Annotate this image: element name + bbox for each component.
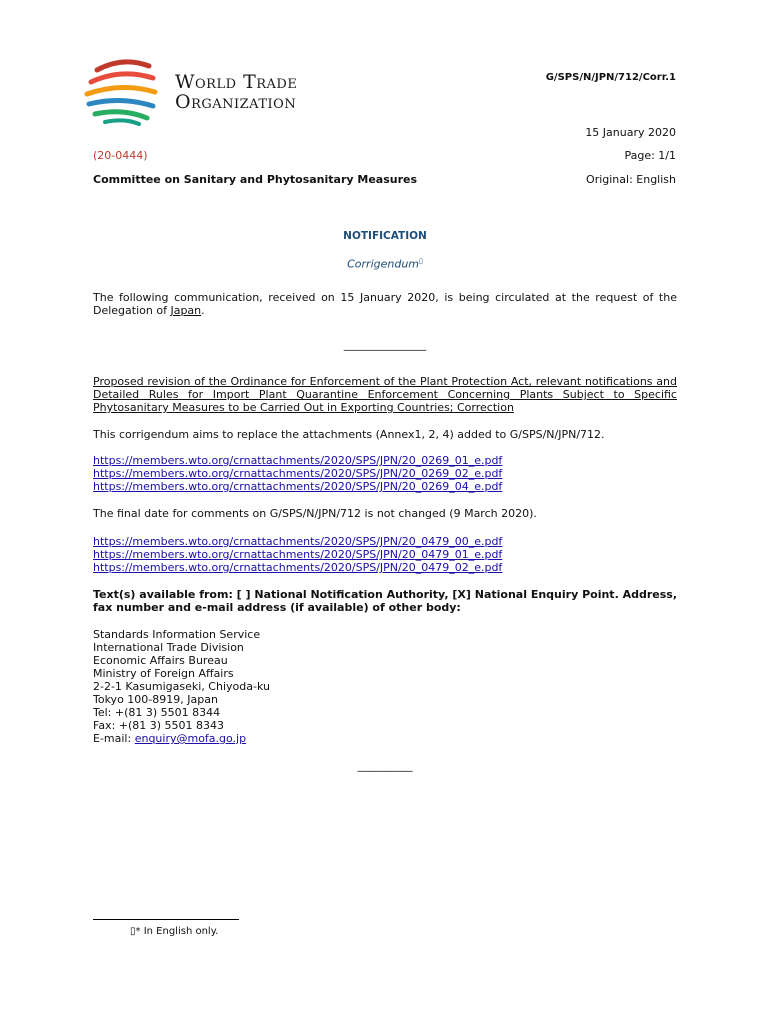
- address-line: Ministry of Foreign Affairs: [93, 667, 234, 680]
- intro-text: The following communication, received on 15 January 2020, is being circulated at the request of the Delegation of: [93, 291, 677, 317]
- intro-country: Japan: [170, 304, 202, 317]
- attachment-link[interactable]: https://members.wto.org/crnattachments/2020/SPS/JPN/20_0269_01_e.pdf: [93, 454, 503, 467]
- subject-title: Proposed revision of the Ordinance for Enforcement of the Plant Protection Act, relevant notifications and Detailed Rules for Import Plant Quarantine Enforcement Concerning Plants Subject to Specific Phytosanitary Measures to be Carried Out in Exporting Countries; Correction: [93, 375, 677, 414]
- footnote-rule: [93, 919, 239, 920]
- end-separator: __________: [357, 759, 413, 772]
- separator-line: _______________: [343, 338, 427, 351]
- corrigendum-subtitle: [0, 257, 770, 271]
- corrigendum-text: Corrigendum: [347, 257, 420, 271]
- document-number: (20-0444): [93, 149, 148, 162]
- attachment-link[interactable]: https://members.wto.org/crnattachments/2020/SPS/JPN/20_0479_01_e.pdf: [93, 548, 503, 561]
- texts-available: Text(s) available from: [ ] National Notification Authority, [X] National Enquiry Point. Address, fax number and e-mail address (if available) of other body:: [93, 588, 677, 614]
- wto-emblem-icon: [83, 58, 163, 130]
- attachment-link[interactable]: https://members.wto.org/crnattachments/2020/SPS/JPN/20_0269_04_e.pdf: [93, 480, 503, 493]
- logo-line-1: World Trade: [175, 71, 298, 93]
- footnote-marker-icon: ▯*: [130, 926, 141, 937]
- footnote: [130, 926, 218, 937]
- logo-wordmark: [175, 72, 297, 112]
- address-line: 2-2-1 Kasumigaseki, Chiyoda-ku: [93, 680, 270, 693]
- address-line: Fax: +(81 3) 5501 8343: [93, 719, 225, 732]
- intro-paragraph: [93, 291, 677, 317]
- email-link[interactable]: enquiry@mofa.go.jp: [134, 732, 247, 745]
- email-label: E-mail:: [93, 732, 135, 745]
- original-language: Original: English: [586, 173, 676, 186]
- address-line: Tokyo 100-8919, Japan: [93, 693, 218, 706]
- contact-address: [93, 628, 677, 745]
- attachment-link[interactable]: https://members.wto.org/crnattachments/2020/SPS/JPN/20_0479_00_e.pdf: [93, 535, 503, 548]
- email-line: [93, 732, 677, 745]
- attachment-links-2: [93, 535, 677, 574]
- attachment-link[interactable]: https://members.wto.org/crnattachments/2020/SPS/JPN/20_0479_02_e.pdf: [93, 561, 503, 574]
- aim-paragraph: This corrigendum aims to replace the attachments (Annex1, 2, 4) added to G/SPS/N/JPN/712.: [93, 428, 605, 441]
- committee-name: Committee on Sanitary and Phytosanitary Measures: [93, 173, 418, 186]
- notification-title: NOTIFICATION: [343, 230, 427, 242]
- page-indicator: Page: 1/1: [624, 149, 676, 162]
- footnote-marker: ▯: [419, 257, 423, 265]
- attachment-links-1: [93, 454, 677, 493]
- document-reference: G/SPS/N/JPN/712/Corr.1: [545, 72, 676, 83]
- logo-line-2: Organization: [175, 91, 297, 113]
- address-line: Tel: +(81 3) 5501 8344: [93, 706, 221, 719]
- attachment-link[interactable]: https://members.wto.org/crnattachments/2020/SPS/JPN/20_0269_02_e.pdf: [93, 467, 503, 480]
- document-date: 15 January 2020: [585, 126, 676, 139]
- footnote-text: In English only.: [143, 926, 219, 937]
- address-line: International Trade Division: [93, 641, 244, 654]
- intro-end: .: [201, 304, 205, 317]
- final-date-paragraph: The final date for comments on G/SPS/N/JPN/712 is not changed (9 March 2020).: [93, 507, 537, 520]
- address-line: Economic Affairs Bureau: [93, 654, 228, 667]
- address-line: Standards Information Service: [93, 628, 261, 641]
